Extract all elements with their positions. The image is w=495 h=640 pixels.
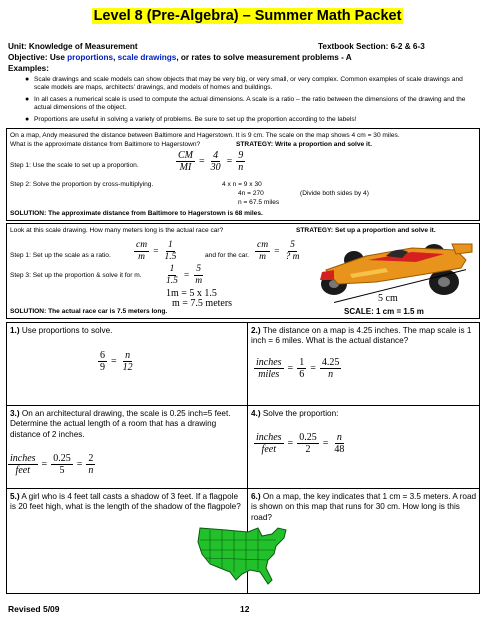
example-2-step3: Step 3: Set up the proportion & solve it for m.	[10, 272, 142, 279]
example-1-calc3: n = 67.5 miles	[238, 199, 280, 206]
example-1-step2: Step 2: Solve the proportion by cross-multiplying.	[10, 181, 154, 188]
bullet-2: ● In all cases a numerical scale is used to compute the actual dimensions. A scale is a ratio – the ratio between the dimensions of the drawing and the actual dimensions of the object.	[25, 96, 466, 112]
example-2-scale-ratio: $\frac{cm}{m}$ = $\frac{1}{1.5}$	[136, 240, 177, 262]
example-2-step1: Step 1: Set up the scale as a ratio.	[10, 252, 111, 259]
footer-revised: Revised 5/09	[8, 604, 60, 614]
example-1-calc1: 4 x n = 9 x 30	[222, 181, 262, 188]
car-length-label: 5 cm	[378, 293, 398, 304]
example-2-sol1: 1m = 5 x 1.5	[166, 288, 217, 299]
example-1-line1: On a map, Andy measured the distance between Baltimore and Hagerstown. It is 9 cm. The scale on the map shows 4 cm = 30 miles.	[10, 132, 400, 139]
unit-label: Unit: Knowledge of Measurement	[8, 42, 138, 51]
example-2-proportion: $\frac{1}{1.5}$ = $\frac{5}{m}$	[166, 264, 203, 286]
problem-5-text: 5.) A girl who is 4 feet tall casts a shadow of 3 feet. If a flagpole is 20 feet high, what is the length of the shadow of the flagpole?	[10, 492, 241, 512]
example-2-solution: SOLUTION: The actual race car is 7.5 meters long.	[10, 308, 168, 315]
example-1-calc2-note: (Divide both sides by 4)	[300, 190, 369, 197]
example-2-strategy: STRATEGY: Set up a proportion and solve it.	[296, 227, 436, 234]
bullet-3: ● Proportions are useful in solving a variety of problems. Be sure to set up the proportion according to the labels!	[25, 116, 357, 123]
problem-1-text: 1.) Use proportions to solve.	[10, 326, 113, 335]
textbook-section: Textbook Section: 6-2 & 6-3	[318, 42, 425, 51]
example-1-proportion: $\frac{CM}{MI}$ = $\frac{4}{30}$ = $\frac{9}{n}$	[178, 150, 244, 173]
problem-2-text: 2.) The distance on a map is 4.25 inches. The map scale is 1 inch = 6 miles. What is the actual distance?	[251, 326, 472, 346]
scale-label: SCALE: 1 cm = 1.5 m	[344, 307, 424, 316]
example-1-step1: Step 1: Use the scale to set up a proportion.	[10, 162, 139, 169]
problem-2-proportion: $\frac{\text{inches}}{\text{miles}}$ = $\frac{1}{6}$ = $\frac{4.25}{n}$	[256, 357, 340, 380]
page-title: Level 8 (Pre-Algebra) – Summer Math Packet	[93, 8, 402, 24]
example-2-sol2: m = 7.5 meters	[172, 298, 233, 309]
example-1-line2: What is the approximate distance from Baltimore to Hagerstown?	[10, 141, 201, 148]
example-1-solution: SOLUTION: The approximate distance from Baltimore to Hagerstown is 68 miles.	[10, 210, 263, 217]
bullet-1: ● Scale drawings and scale models can show objects that may be very big, or very small, or very complex. Common examples of scale drawings and scale models are maps, architects' drawings, and models of homes and buildings.	[25, 76, 463, 92]
usa-map-illustration	[196, 522, 292, 588]
example-2-and-for: and for the car.	[205, 252, 249, 259]
footer-page-number: 12	[240, 604, 250, 614]
problem-4-proportion: $\frac{\text{inches}}{\text{feet}}$ = $\frac{0.25}{2}$ = $\frac{n}{48}$	[256, 432, 345, 455]
problem-1-proportion: $\frac{6}{9}$ = $\frac{n}{12}$	[100, 350, 133, 373]
problem-4-text: 4.) Solve the proportion:	[251, 409, 339, 418]
race-car-illustration	[316, 234, 476, 300]
problem-3-proportion: $\frac{\text{inches}}{\text{feet}}$ = $\frac{0.25}{5}$ = $\frac{2}{n}$	[10, 453, 94, 476]
problem-3-text: 3.) On an architectural drawing, the scale is 0.25 inch=5 feet. Determine the actual length of a room that has a drawing distance of 2 inches.	[10, 409, 231, 439]
example-2-line1: Look at this scale drawing. How many meters long is the actual race car?	[10, 227, 224, 234]
objective: Objective: Use proportions, scale drawings, or rates to solve measurement problems - A	[8, 53, 352, 62]
example-1-strategy: STRATEGY: Write a proportion and solve it.	[236, 141, 372, 148]
example-2-car-ratio: $\frac{cm}{m}$ = $\frac{5}{? m}$	[257, 240, 300, 262]
examples-label: Examples:	[8, 64, 49, 73]
example-1-calc2: 4n = 270	[238, 190, 264, 197]
problem-6-text: 6.) On a map, the key indicates that 1 cm = 3.5 meters. A road is shown on this map that runs for 30 cm. How long is this road?	[251, 492, 477, 522]
